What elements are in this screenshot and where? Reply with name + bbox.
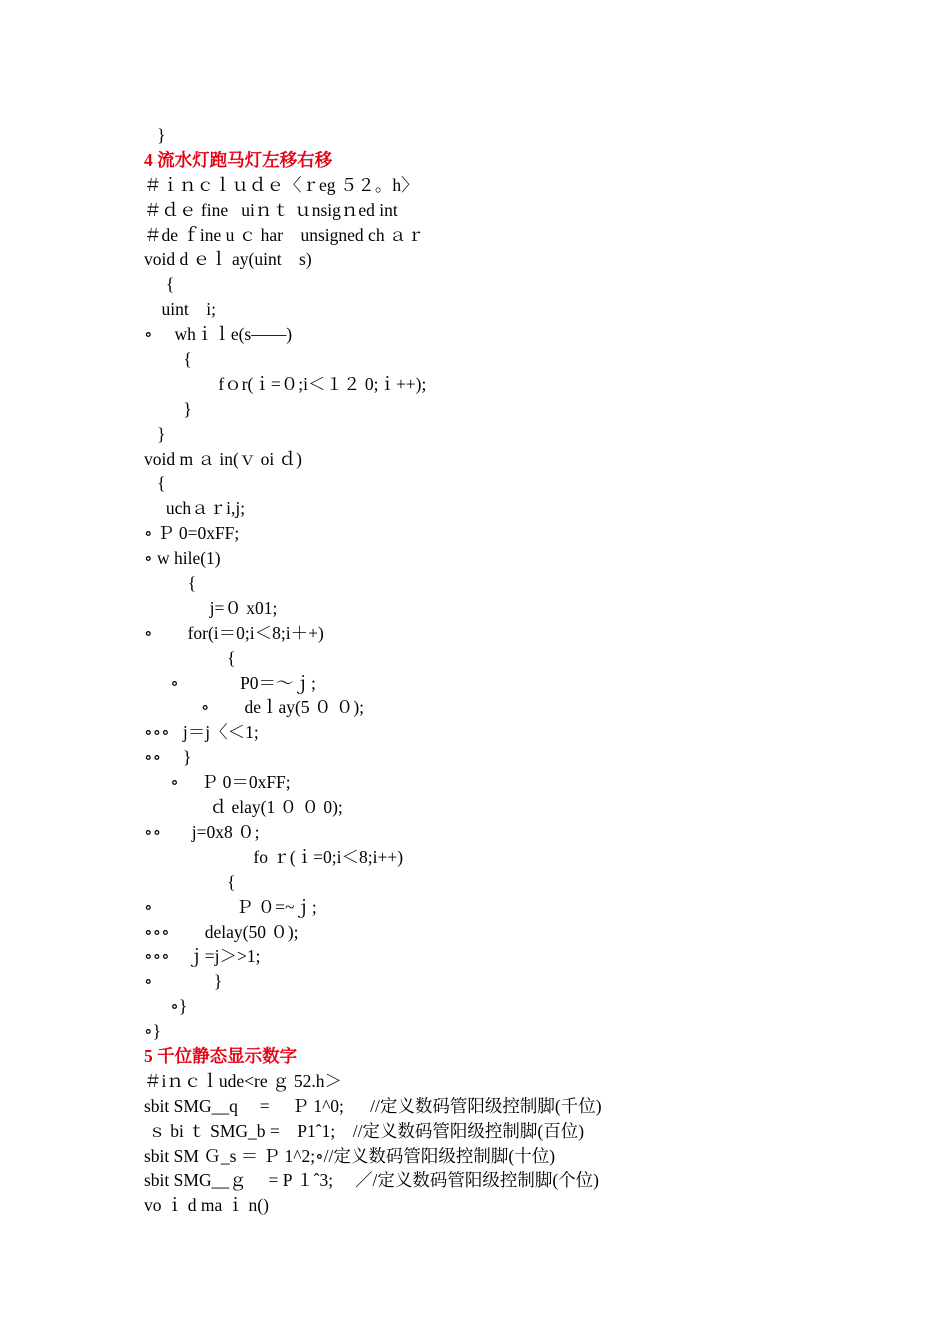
code-line: uint i; (144, 299, 216, 320)
code-line: ∘} (144, 1021, 161, 1042)
code-line: ∘∘ j=0x8 ０; (144, 821, 260, 842)
section-heading: 5 千位静态显示数字 (144, 1045, 298, 1066)
code-line: ∘ Ｐ ０=~ｊ; (144, 896, 317, 917)
code-line: } (144, 423, 166, 444)
code-line: ∘ Ｐ 0＝0xFF; (144, 772, 291, 793)
code-line: ∘∘ } (144, 747, 192, 768)
code-line: ∘∘∘ delay(50 ０); (144, 921, 299, 942)
code-line: ∘ P0＝～ｊ; (144, 672, 316, 693)
code-line: { (144, 274, 175, 295)
code-line: ＃ｄｅ fine uiｎｔ ｕnsigｎed int (144, 199, 398, 220)
code-line: fo ｒ(ｉ=0;i＜8;i++) (144, 846, 404, 867)
code-line: ∘ for(i＝0;i＜8;i＋+) (144, 622, 324, 643)
code-line: void m ａ in(ｖ oi ｄ) (144, 448, 302, 469)
code-line: ｄ elay(1 ０ ０ 0); (144, 797, 343, 818)
code-line: { (144, 473, 166, 494)
code-line: ∘ Ｐ 0=0xFF; (144, 523, 240, 544)
code-line: ∘} (144, 996, 188, 1017)
code-line: { (144, 573, 197, 594)
code-line: ＃de ｆine u ｃ har unsigned ch ａｒ (144, 224, 424, 245)
code-line: sbit SM Ｇ_s ＝ Ｐ 1^2;∘//定义数码管阳级控制脚(十位) (144, 1145, 556, 1166)
code-line: ∘ whｉｌe(s——) (144, 324, 293, 345)
code-line: vo ｉ d ma ｉ n() (144, 1195, 269, 1216)
code-line: ∘∘∘ j＝j〈＜1; (144, 722, 259, 743)
code-line: sbit SMG__ｇ = P １ˆ3; ／/定义数码管阳级控制脚(个位) (144, 1170, 599, 1191)
code-line: ∘∘∘ ｊ=j＞>1; (144, 946, 261, 967)
code-line: uchａｒi,j; (144, 498, 246, 519)
code-line: sbit SMG__q = Ｐ 1^0; //定义数码管阳级控制脚(千位) (144, 1095, 602, 1116)
code-line: } (144, 125, 166, 145)
code-line: j=０ x01; (144, 597, 278, 618)
code-line: ∘ deｌay(5 ０ ０); (144, 697, 365, 718)
code-line: ∘ } (144, 971, 223, 992)
code-line: ∘ w hile(1) (144, 548, 221, 569)
code-line: fｏr(ｉ=０;i＜１２ 0;ｉ++); (144, 373, 427, 394)
code-line: ＃iｎｃｌude<re ｇ 52.h＞ (144, 1070, 342, 1091)
code-line: ＃ｉｎｃｌｕｄｅ〈ｒeg ５２。h〉 (144, 174, 419, 195)
document-body (144, 123, 844, 1218)
code-line: { (144, 647, 236, 668)
code-line: { (144, 349, 192, 370)
code-line: ｓ bi ｔ SMG_b = P1ˆ1; //定义数码管阳级控制脚(百位) (144, 1120, 585, 1141)
section-heading: 4 流水灯跑马灯左移右移 (144, 149, 333, 170)
code-line: } (144, 398, 192, 419)
code-line: { (144, 871, 236, 892)
code-line: void d ｅｌ ay(uint s) (144, 249, 312, 270)
